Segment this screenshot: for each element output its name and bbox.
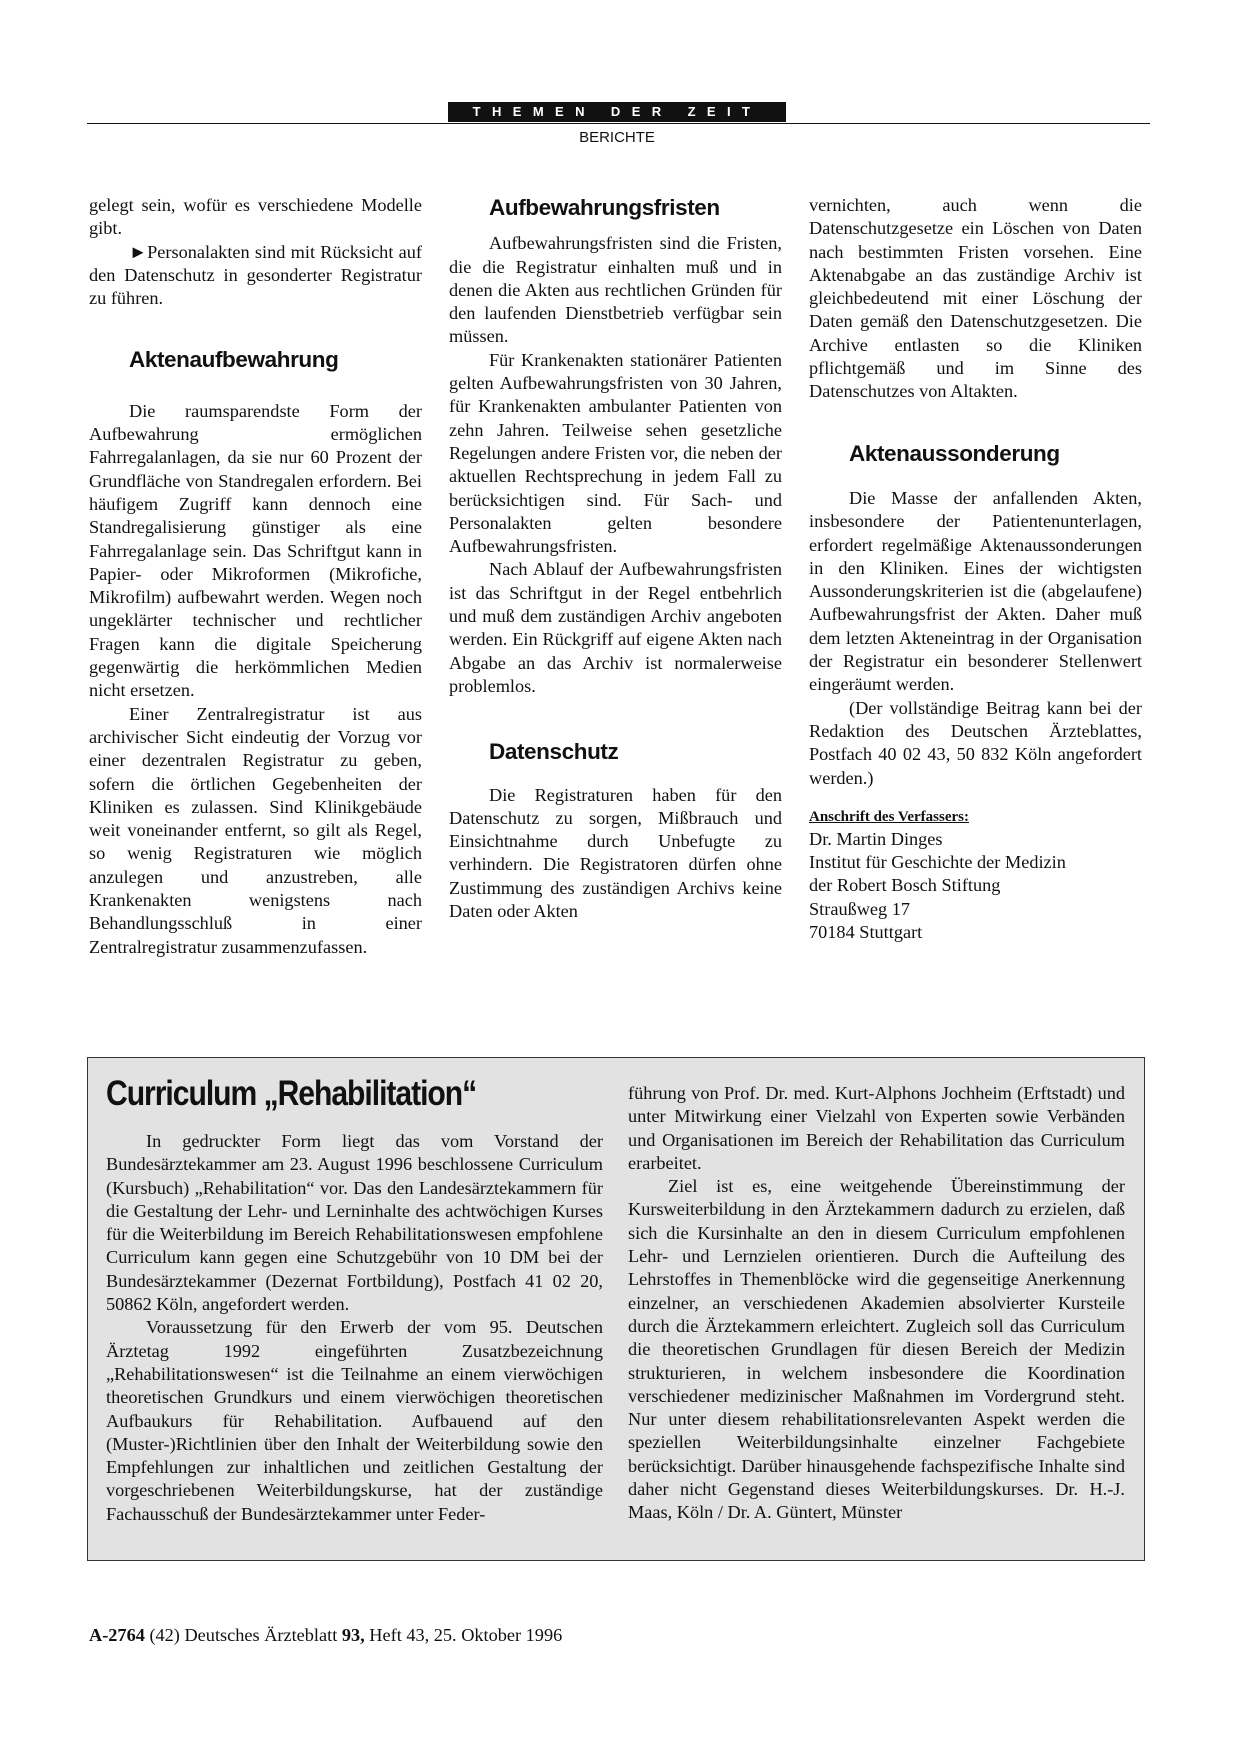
issue-date: Heft 43, 25. Oktober 1996 [369, 1625, 563, 1645]
bullet-text: Personalakten sind mit Rücksicht auf den Datenschutz in gesonderter Registratur zu führen. [89, 241, 422, 309]
box-column-2 [628, 1082, 1125, 1525]
section-heading: Aufbewahrungsfristen [489, 195, 720, 220]
section-subtitle: BERICHTE [579, 129, 655, 146]
curriculum-box [87, 1057, 1145, 1561]
folio: (42) [149, 1625, 180, 1645]
section-banner: THEMEN DER ZEIT [448, 102, 786, 122]
paragraph: Die Registraturen haben für den Datenschutz zu sorgen, Mißbrauch und Einsichtnahme durch Unbefugte zu verhindern. Die Registratoren dürfen ohne Zustimmung des zuständigen Archivs keine Daten oder Akten [449, 784, 782, 922]
paragraph: Voraussetzung für den Erwerb der vom 95. Deutschen Ärztetag 1992 eingeführten Zusatzbezeichnung „Rehabilitationswesen“ ist die Teilnahme an einem vierwöchigen theoretischen Grundkurs und einem vierwöchigen theoretischen Aufbaukurs für Rehabilitation. Aufbauend auf den (Muster-)Richtlinien über den Inhalt der Weiterbildung sowie den Empfehlungen zur inhaltlichen und zeitlichen Gestaltung der vorgeschriebenen Weiterbildungskurse, hat der zuständige Fachausschuß der Bundesärztekammer unter Feder- [106, 1317, 603, 1524]
header-rule [87, 123, 1150, 124]
paragraph: vernichten, auch wenn die Datenschutzgesetze ein Löschen von Daten nach bestimmten Fristen vorsehen. Eine Aktenabgabe an das zuständige Archiv ist gleichbedeutend mit einer Löschung der Daten gemäß den Datenschutzgesetzen. Die Archive entlasten so die Kliniken pflichtgemäß und im Sinne des Datenschutzes von Altakten. [809, 195, 1142, 402]
journal-name: Deutsches Ärzteblatt [184, 1625, 338, 1645]
paragraph: Einer Zentralregistratur ist aus archivischer Sicht eindeutig der Vorzug vor einer dezentralen Registratur zu geben, sofern die örtlichen Gegebenheiten der Kliniken es zulassen. Sind Klinikgebäude weit voneinander entfernt, so gilt als Regel, so wenig Registraturen wie möglich anzulegen und anzustreben, alle Krankenakten wenigstens nach Behandlungsschluß in einer Zentralregistratur zusammenzufassen. [89, 703, 422, 957]
paragraph: gelegt sein, wofür es verschiedene Modelle gibt. [89, 195, 422, 239]
author-line: 70184 Stuttgart [809, 922, 923, 943]
paragraph: In gedruckter Form liegt das vom Vorstand der Bundesärztekammer am 23. August 1996 beschlossene Curriculum (Kursbuch) „Rehabilitation“ vor. Das den Landesärztekammern für die Gestaltung der Lehr- und Lerninhalte des achtwöchigen Kurses für die Weiterbildung im Bereich Rehabilitationswesen empfohlene Curriculum kann gegen eine Schutzgebühr von 10 DM bei der Bundesärztekammer (Dezernat Fortbildung), Postfach 41 02 20, 50862 Köln, angefordert werden. [106, 1131, 603, 1315]
paragraph: (Der vollständige Beitrag kann bei der Redaktion des Deutschen Ärzteblattes, Postfach 40 02 43, 50 832 Köln angefordert werden.) [809, 697, 1142, 788]
paragraph: führung von Prof. Dr. med. Kurt-Alphons Jochheim (Erftstadt) und unter Mitwirkung einer Vielzahl von Experten sowie Verbänden und Organisationen im Bereich der Rehabilitation das Curriculum erarbeitet. [628, 1083, 1125, 1173]
paragraph: Ziel ist es, eine weitgehende Übereinstimmung der Kursweiterbildung in den Ärztekammern dadurch zu erzielen, daß sich die Kursinhalte an den in diesem Curriculum empfohlenen Lehr- und Lernzielen orientieren. Durch die Aufteilung des Lehrstoffes in Themenblöcke wird die gegenseitige Anerkennung einzelner, an verschiedenen Akademien absolvierter Kursteile durch die Ärztekammern erleichtert. Zugleich soll das Curriculum die theoretischen Grundlagen für diesen Bereich der Medizin strukturieren, in welchem insbesondere die Koordination verschiedener medizinischer Maßnahmen im Vordergrund steht. Nur unter diesem rehabilitationsrelevanten Aspekt werden die speziellen Weiterbildungsinhalte einzelner Fachgebiete berücksichtigt. Darüber hinausgehende fachspezifische Inhalte sind daher nicht Gegenstand dieses Weiterbildungskurses. Dr. H.-J. Maas, Köln / Dr. A. Güntert, Münster [628, 1176, 1125, 1523]
paragraph: Die Masse der anfallenden Akten, insbesondere der Patientenunterlagen, erfordert regelmäßige Aktenaussonderungen in den Kliniken. Eines der wichtigsten Aussonderungskriterien ist die (abgelaufene) Aufbewahrungsfrist der Akten. Daher muß dem letzten Akteneintrag in der Organisation der Registratur ein besonderer Stellenwert eingeräumt werden. [809, 487, 1142, 695]
paragraph: Nach Ablauf der Aufbewahrungsfristen ist das Schriftgut in der Regel entbehrlich und muß dem zuständigen Archiv angeboten werden. Ein Rückgriff auf eigene Akten nach Abgabe an das Archiv ist normalerweise problemlos. [449, 559, 782, 696]
page-footer [89, 1625, 562, 1646]
author-line: Straußweg 17 [809, 898, 911, 919]
author-line: der Robert Bosch Stiftung [809, 875, 1001, 896]
paragraph: Für Krankenakten stationärer Patienten gelten Aufbewahrungsfristen von 30 Jahren, für Krankenakten ambulanter Patienten von zehn Jahren. Teilweise sehen gesetzliche Regelungen andere Fristen vor, die neben der aktuellen Rechtsprechung in jedem Fall zu berücksichtigen sind. Für Sach- und Personalakten gelten besondere Aufbewahrungsfristen. [449, 349, 782, 557]
section-heading: Aktenaufbewahrung [129, 347, 339, 373]
section-heading: Datenschutz [489, 739, 619, 765]
volume: 93, [341, 1625, 365, 1645]
paragraph: Aufbewahrungsfristen sind die Fristen, die die Registratur einhalten muß und in denen die Akten aus rechtlichen Gründen für den laufenden Dienstbetrieb verfügbar sein müssen. [449, 233, 782, 347]
triangle-bullet-icon: ► [129, 241, 148, 262]
author-line: Institut für Geschichte der Medizin [809, 852, 1066, 873]
box-column-1 [106, 1130, 603, 1526]
author-label: Anschrift des Verfassers: [809, 808, 969, 825]
column-3 [809, 194, 1142, 944]
box-title: Curriculum „Rehabilitation“ [106, 1074, 477, 1113]
column-2 [449, 194, 782, 923]
column-1 [89, 194, 422, 959]
paragraph: Die raumsparendste Form der Aufbewahrung ermöglichen Fahrregalanlagen, da sie nur 60 Prozent der Grundfläche von Standregalen erfordern. Bei häufigem Zugriff kann dennoch eine Standregalisierung günstiger als eine Fahrregalanlage sein. Das Schriftgut kann in Papier- oder Mikroformen (Mikrofiche, Mikrofilm) aufbewahrt werden. Wegen noch ungeklärter technischer und rechtlicher Fragen kann die digitale Speicherung gegenwärtig die herkömmlichen Medien nicht ersetzen. [89, 400, 422, 701]
page-number: A-2764 [89, 1625, 145, 1645]
author-line: Dr. Martin Dinges [809, 828, 943, 849]
paragraph-bullet [89, 241, 422, 311]
section-heading: Aktenaussonderung [849, 440, 1060, 466]
